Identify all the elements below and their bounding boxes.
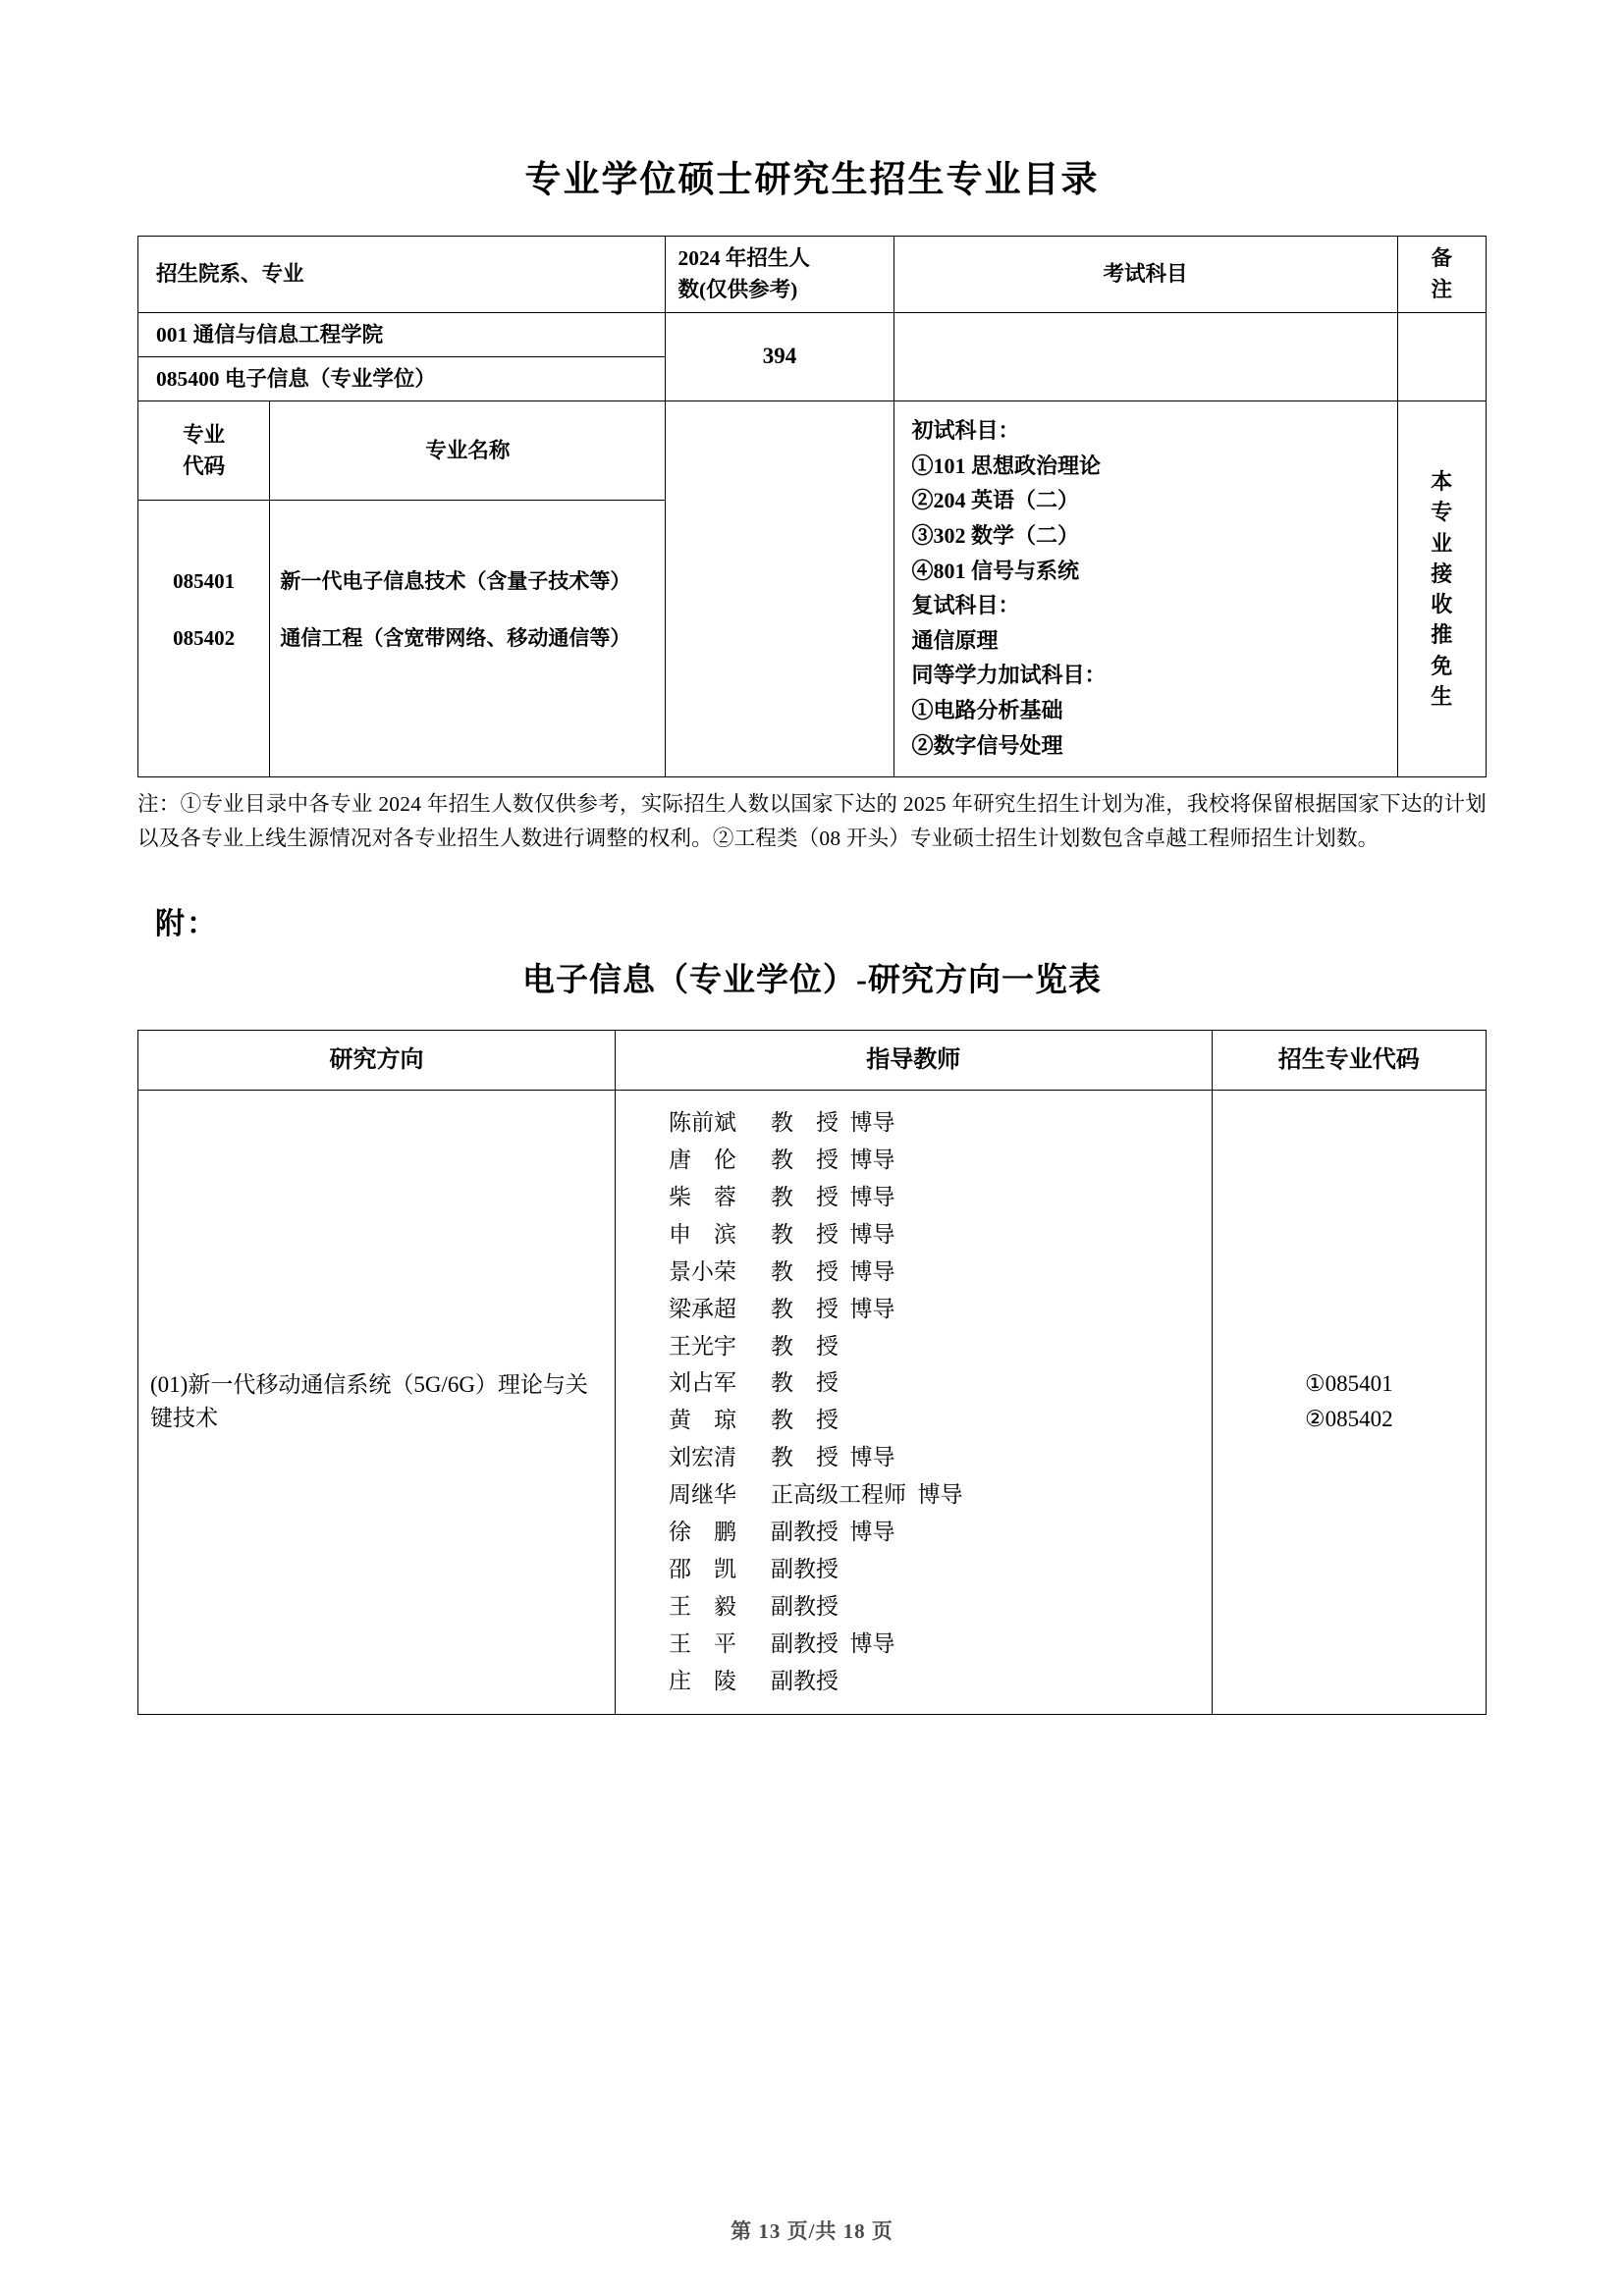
remark-cell [1397, 401, 1486, 777]
teacher-name: 邵 凯 [669, 1557, 737, 1582]
teacher-title: 副教授 [771, 1557, 839, 1582]
teacher-title: 教 授 博导 [771, 1258, 895, 1284]
teacher-name: 徐 鹏 [669, 1520, 737, 1545]
teacher-list [616, 1090, 1213, 1714]
table-header-row [138, 1030, 1487, 1090]
exam-second-item-1: 通信原理 [911, 627, 999, 653]
exam-first-item-2: ②204 英语（二） [911, 488, 1080, 513]
remark-char-2: 专 [1431, 500, 1453, 525]
research-direction-1: (01)新一代移动通信系统（5G/6G）理论与关键技术 [138, 1090, 616, 1714]
teacher-name: 景小荣 [669, 1258, 737, 1284]
header-exam-subjects: 考试科目 [893, 237, 1397, 313]
teacher-title: 教 授 博导 [771, 1109, 895, 1135]
remark-char-6: 推 [1431, 622, 1453, 648]
teacher-item [669, 1328, 1202, 1365]
teacher-name: 周继华 [669, 1482, 737, 1508]
teacher-title: 副教授 博导 [771, 1520, 895, 1545]
teacher-item [669, 1216, 1202, 1254]
major-title-1: 新一代电子信息技术（含量子技术等） [270, 554, 666, 610]
exam-first-item-1: ①101 思想政治理论 [911, 453, 1102, 478]
remark-char-7: 免 [1431, 653, 1453, 678]
exam-equiv-item-2: ②数字信号处理 [911, 732, 1063, 758]
exam-first-heading: 初试科目： [911, 418, 1020, 443]
teacher-title: 正高级工程师 博导 [771, 1482, 963, 1508]
blank-name-cell [270, 501, 666, 555]
spacer-cell [893, 312, 1397, 401]
teacher-name: 刘占军 [669, 1370, 737, 1396]
exam-equiv-item-1: ①电路分析基础 [911, 698, 1063, 722]
exam-second-heading: 复试科目： [911, 593, 1020, 618]
major-code-1: 085401 [138, 554, 270, 610]
research-direction-title: 电子信息（专业学位）-研究方向一览表 [522, 962, 1102, 998]
teacher-item [669, 1142, 1202, 1179]
teacher-item [669, 1364, 1202, 1402]
header-dept: 招生院系、专业 [138, 237, 666, 313]
exam-first-item-3: ③302 数学（二） [911, 522, 1080, 548]
catalog-note: 注：①专业目录中各专业 2024 年招生人数仅供参考，实际招生人数以国家下达的 2025 年研究生招生计划为准，我校将保留根据国家下达的计划以及各专业上线生源情况对各专业招生人数进行调整的权利。②工程类（08 开头）专业硕士招生计划数包含卓越工程师招生计划数。 [137, 792, 1487, 851]
remark-char-8: 生 [1431, 683, 1453, 709]
table-row [138, 237, 1487, 313]
enroll-blank-cell [666, 401, 893, 777]
teacher-item [669, 1291, 1202, 1328]
teacher-title: 副教授 博导 [771, 1631, 895, 1657]
header-remark-line1: 备 [1431, 246, 1453, 270]
teacher-name: 柴 蓉 [669, 1184, 737, 1209]
teacher-title: 副教授 [771, 1594, 839, 1620]
header-enroll-count [666, 237, 893, 313]
subheader-code-line1: 专业 [183, 422, 226, 447]
teacher-item [669, 1402, 1202, 1439]
subheader-major-code [138, 401, 270, 501]
teacher-title: 教 授 [771, 1333, 839, 1359]
page-footer: 第 13 页/共 18 页 [731, 2219, 893, 2243]
teacher-name: 刘宏清 [669, 1445, 737, 1470]
header-remark-line2: 注 [1431, 278, 1453, 302]
teacher-item [669, 1439, 1202, 1476]
exam-first-item-4: ④801 信号与系统 [911, 558, 1080, 583]
subheader-major-name: 专业名称 [270, 401, 666, 501]
teacher-title: 教 授 博导 [771, 1296, 895, 1321]
teacher-item [669, 1626, 1202, 1663]
subheader-code-line2: 代码 [183, 454, 226, 479]
teacher-name: 王 毅 [669, 1594, 737, 1620]
teacher-item [669, 1551, 1202, 1588]
teacher-item [669, 1663, 1202, 1700]
teacher-item [669, 1179, 1202, 1216]
header-enroll-count-line1: 2024 年招生人 [677, 246, 810, 270]
major-code-item: ②085402 [1304, 1407, 1393, 1432]
teacher-name: 梁承超 [669, 1296, 737, 1321]
remark-char-5: 收 [1431, 592, 1453, 617]
teacher-title: 教 授 [771, 1408, 839, 1433]
teacher-title: 教 授 博导 [771, 1147, 895, 1172]
teacher-name: 陈前斌 [669, 1109, 737, 1135]
teacher-name: 黄 琼 [669, 1408, 737, 1433]
major-code-2: 085402 [138, 610, 270, 777]
teacher-name: 唐 伦 [669, 1147, 737, 1172]
teacher-item [669, 1104, 1202, 1142]
table-row [138, 312, 1487, 356]
enrollment-number: 394 [666, 312, 893, 401]
teacher-name: 王光宇 [669, 1333, 737, 1359]
college-name: 001 通信与信息工程学院 [138, 312, 666, 356]
teacher-name: 申 滨 [669, 1221, 737, 1247]
teacher-title: 教 授 博导 [771, 1221, 895, 1247]
header-remark [1397, 237, 1486, 313]
attachment-label: 附： [155, 907, 218, 940]
research-direction-table [137, 1030, 1487, 1715]
teacher-title: 副教授 [771, 1668, 839, 1693]
teacher-item [669, 1476, 1202, 1514]
header-teachers: 指导教师 [616, 1030, 1213, 1090]
teacher-title: 教 授 [771, 1370, 839, 1396]
table-row [138, 401, 1487, 501]
teacher-title: 教 授 博导 [771, 1184, 895, 1209]
admission-catalog-table [137, 236, 1487, 777]
header-research-direction: 研究方向 [138, 1030, 616, 1090]
table-row [138, 1090, 1487, 1714]
teacher-name: 王 平 [669, 1631, 737, 1657]
exam-equiv-heading: 同等学力加试科目： [911, 663, 1107, 688]
teacher-item [669, 1254, 1202, 1291]
major-name: 085400 电子信息（专业学位） [138, 356, 666, 400]
remark-char-1: 本 [1431, 469, 1453, 495]
blank-code-cell [138, 501, 270, 555]
teacher-name: 庄 陵 [669, 1668, 737, 1693]
remark-char-3: 业 [1431, 530, 1453, 556]
major-code-list [1212, 1090, 1486, 1714]
major-title-2: 通信工程（含宽带网络、移动通信等） [270, 610, 666, 777]
header-enroll-count-line2: 数(仅供参考) [677, 278, 798, 302]
remark-char-4: 接 [1431, 561, 1453, 586]
header-major-codes: 招生专业代码 [1212, 1030, 1486, 1090]
page-title: 专业学位硕士研究生招生专业目录 [524, 160, 1100, 200]
teacher-item [669, 1514, 1202, 1551]
teacher-item [669, 1588, 1202, 1626]
teacher-title: 教 授 博导 [771, 1445, 895, 1470]
major-code-item: ①085401 [1304, 1370, 1393, 1396]
spacer-cell-remark [1397, 312, 1486, 401]
exam-subject-cell [893, 401, 1397, 777]
